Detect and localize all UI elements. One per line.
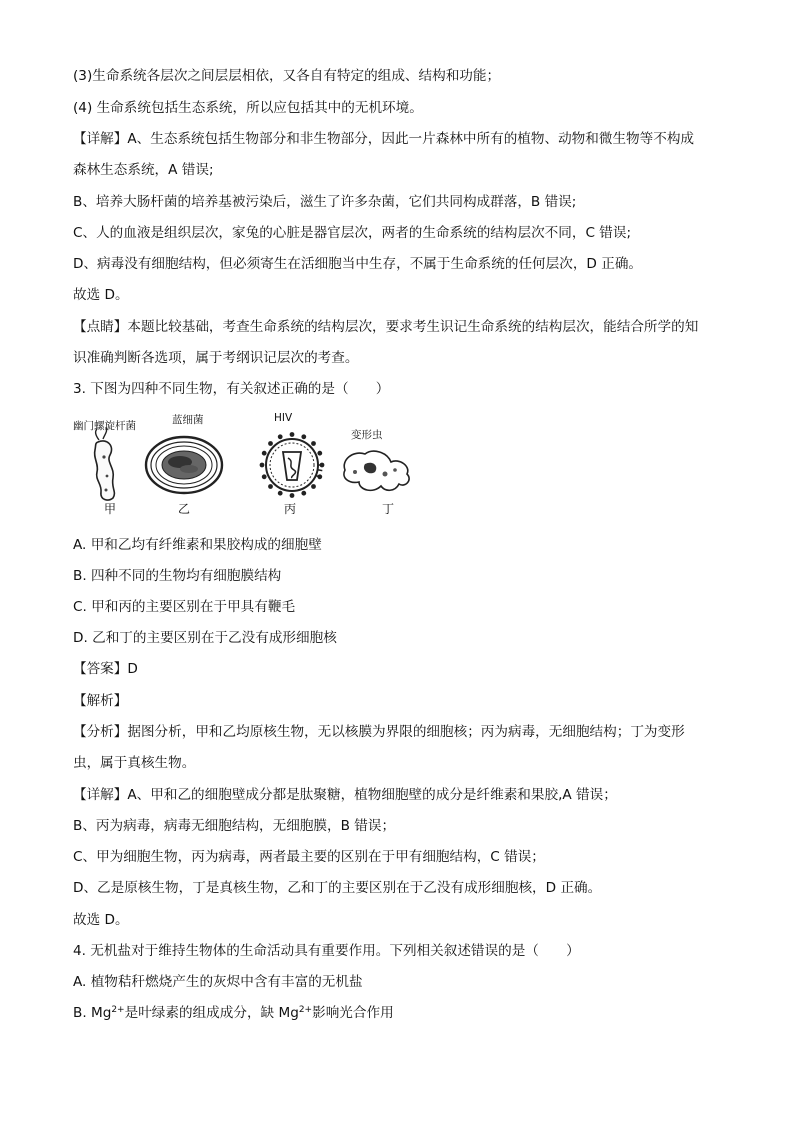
hiv-illustration bbox=[260, 432, 325, 498]
option-c: C. 甲和丙的主要区别在于甲具有鞭毛 bbox=[73, 599, 296, 615]
amoeba-illustration bbox=[344, 451, 409, 490]
organism-caption-jia: 甲 bbox=[104, 502, 117, 516]
text-line: 识准确判断各选项，属于考纲识记层次的考查。 bbox=[73, 350, 359, 366]
text-line: 森林生态系统，A 错误; bbox=[73, 162, 214, 178]
option-b: B. 四种不同的生物均有细胞膜结构 bbox=[73, 568, 282, 584]
organisms-figure bbox=[73, 410, 413, 520]
text-line: B、培养大肠杆菌的培养基被污染后，滋生了许多杂菌，它们共同构成群落，B 错误; bbox=[73, 194, 577, 210]
text-line: 【点睛】本题比较基础，考查生命系统的结构层次，要求考生识记生命系统的结构层次，能结合所学的知 bbox=[73, 319, 699, 335]
helicobacter-illustration bbox=[95, 427, 115, 500]
text-line: (4) 生命系统包括生态系统，所以应包括其中的无机环境。 bbox=[73, 100, 423, 116]
analysis-line: 【详解】A、甲和乙的细胞壁成分都是肽聚糖，植物细胞壁的成分是纤维素和果胶,A 错误； bbox=[73, 787, 617, 803]
organism-caption-bing: 丙 bbox=[284, 502, 297, 516]
organism-name-jia: 幽门螺旋杆菌 bbox=[73, 420, 136, 432]
analysis-title: 【解析】 bbox=[73, 693, 128, 709]
organism-caption-ding: 丁 bbox=[382, 502, 395, 516]
text-line: C、人的血液是组织层次，家兔的心脏是器官层次，两者的生命系统的结构层次不同，C 错误; bbox=[73, 225, 632, 241]
answer-label: 【答案】D bbox=[73, 661, 138, 677]
organisms-drawing bbox=[73, 410, 413, 520]
cyanobacteria-illustration bbox=[146, 437, 222, 493]
organism-name-yi: 蓝细菌 bbox=[172, 414, 204, 426]
text-line: D、病毒没有细胞结构，但必须寄生在活细胞当中生存，不属于生命系统的任何层次，D 正确。 bbox=[73, 256, 643, 272]
q4-option-a: A. 植物秸秆燃烧产生的灰烬中含有丰富的无机盐 bbox=[73, 974, 363, 990]
analysis-line: 故选 D。 bbox=[73, 912, 129, 928]
q4-option-b: B. $Mg^{2+}$是叶绿素的组成成分，缺 $Mg^{2+}$影响光合作用 bbox=[73, 1005, 394, 1021]
text-line: 【详解】A、生态系统包括生物部分和非生物部分，因此一片森林中所有的植物、动物和微生物等不构成 bbox=[73, 131, 695, 147]
option-d: D. 乙和丁的主要区别在于乙没有成形细胞核 bbox=[73, 630, 337, 646]
question-3-stem: 3. 下图为四种不同生物，有关叙述正确的是（ ） bbox=[73, 381, 390, 397]
organism-caption-yi: 乙 bbox=[178, 502, 191, 516]
analysis-line: 【分析】据图分析，甲和乙均原核生物，无以核膜为界限的细胞核；丙为病毒，无细胞结构；丁为变形 bbox=[73, 724, 685, 740]
analysis-line: B、丙为病毒，病毒无细胞结构，无细胞膜，B 错误； bbox=[73, 818, 396, 834]
question-4-stem: 4. 无机盐对于维持生物体的生命活动具有重要作用。下列相关叙述错误的是（ ） bbox=[73, 943, 580, 959]
organism-name-bing: HIV bbox=[274, 412, 293, 424]
organism-name-ding: 变形虫 bbox=[351, 429, 383, 441]
analysis-line: C、甲为细胞生物，丙为病毒，两者最主要的区别在于甲有细胞结构，C 错误； bbox=[73, 849, 545, 865]
option-a: A. 甲和乙均有纤维素和果胶构成的细胞壁 bbox=[73, 537, 322, 553]
text-line: (3)生命系统各层次之间层层相依，又各自有特定的组成、结构和功能； bbox=[73, 68, 501, 84]
analysis-line: 虫，属于真核生物。 bbox=[73, 755, 196, 771]
text-line: 故选 D。 bbox=[73, 287, 129, 303]
analysis-line: D、乙是原核生物，丁是真核生物，乙和丁的主要区别在于乙没有成形细胞核，D 正确。 bbox=[73, 880, 602, 896]
